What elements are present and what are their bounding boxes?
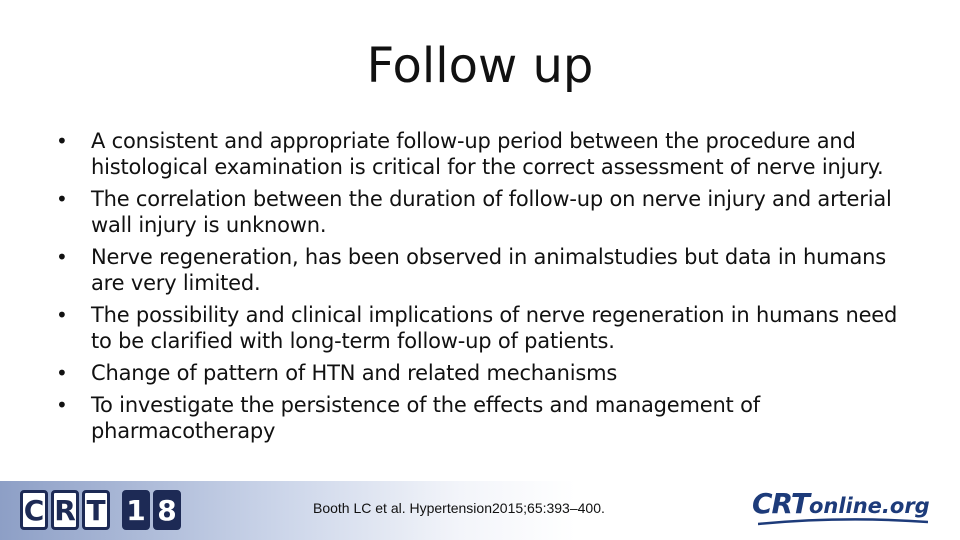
bullet-text: The correlation between the duration of follow-up on nerve injury and arterial wall injury is unknown. [91, 187, 892, 237]
bullet-item [56, 302, 916, 354]
bullet-text: Change of pattern of HTN and related mechanisms [91, 361, 618, 385]
bullet-text: A consistent and appropriate follow-up period between the procedure and histological examination is critical for the correct assessment of nerve injury. [91, 129, 884, 179]
bullet-dot-icon: • [56, 393, 68, 417]
bullet-text: Nerve regeneration, has been observed in animalstudies but data in humans are very limited. [91, 245, 887, 295]
bullet-text: To investigate the persistence of the effects and management of pharmacotherapy [91, 393, 760, 443]
bullet-item [56, 128, 916, 180]
bullet-dot-icon: • [56, 129, 68, 153]
swoosh-icon [758, 518, 928, 526]
bullet-item [56, 392, 916, 444]
bullet-dot-icon: • [56, 303, 68, 327]
crtonline-logo-part1: CRT [752, 487, 809, 520]
bullet-item [56, 360, 916, 386]
bullet-item [56, 244, 916, 296]
logo-letter: 8 [153, 490, 181, 530]
bullet-item [56, 186, 916, 238]
bullet-text: The possibility and clinical implications of nerve regeneration in humans need to be clarified with long-term follow-up of patients. [91, 303, 898, 353]
logo-letter: C [20, 490, 48, 530]
logo-letter: R [51, 490, 79, 530]
crtonline-logo [752, 487, 932, 527]
slide-title: Follow up [366, 38, 594, 94]
bullet-dot-icon: • [56, 245, 68, 269]
logo-letter: T [82, 490, 110, 530]
crt18-logo [20, 490, 181, 530]
logo-letter: 1 [122, 490, 150, 530]
citation-text: Booth LC et al. Hypertension2015;65:393–400. [313, 500, 605, 516]
bullet-dot-icon: • [56, 361, 68, 385]
bullet-list [56, 128, 916, 450]
crtonline-logo-part2: online.org [808, 494, 930, 518]
crtonline-logo-text [752, 487, 930, 520]
bullet-dot-icon: • [56, 187, 68, 211]
